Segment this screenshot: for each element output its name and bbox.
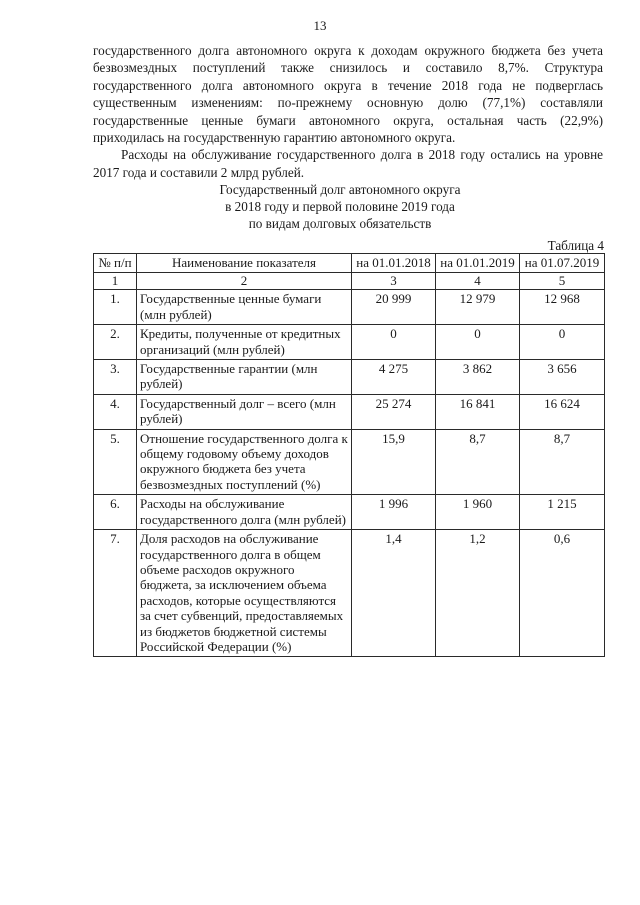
row-name: Доля расходов на обслуживание государственного долга в общем объеме расходов окружного бюджета, за исключением объема расходов, которые осуществляются за счет субвенций, предоставляемых из бюджетов бюджетной системы Российской Федерации (%): [137, 530, 352, 657]
paragraph-1: государственного долга автономного округа к доходам окружного бюджета без учета безвозмездных поступлений также снизилось и составило 8,7%. Структура государственного долга автономного округа в течение 2018 года не подверглась существенным изменениям: по-прежнему основную долю (77,1%) составляли государственные ценные бумаги автономного округа, остальная часть (22,9%) приходилась на государственную гарантию автономного округа.: [93, 43, 603, 146]
value-2019-07: 0,6: [520, 530, 605, 657]
column-number: 2: [137, 273, 352, 290]
value-2018-01: 20 999: [352, 290, 436, 325]
row-name: Отношение государственного долга к общему годовому объему доходов окружного бюджета без учета безвозмездных поступлений (%): [137, 429, 352, 495]
table-row: [94, 325, 605, 360]
table-row: [94, 530, 605, 657]
paragraph-2: Расходы на обслуживание государственного долга в 2018 году остались на уровне 2017 года и составили 2 млрд рублей.: [93, 147, 603, 180]
table-row: [94, 429, 605, 495]
value-2018-01: 1 996: [352, 495, 436, 530]
value-2019-01: 0: [436, 325, 520, 360]
row-name: Расходы на обслуживание государственного долга (млн рублей): [137, 495, 352, 530]
value-2019-07: 12 968: [520, 290, 605, 325]
column-number: 5: [520, 273, 605, 290]
value-2019-07: 0: [520, 325, 605, 360]
value-2018-01: 4 275: [352, 360, 436, 395]
header-col3: на 01.01.2018: [352, 254, 436, 273]
header-col4: на 01.01.2019: [436, 254, 520, 273]
value-2019-07: 1 215: [520, 495, 605, 530]
table-row: [94, 495, 605, 530]
value-2018-01: 0: [352, 325, 436, 360]
column-number: 3: [352, 273, 436, 290]
row-name: Государственный долг – всего (млн рублей): [137, 394, 352, 429]
heading-line-1: Государственный долг автономного округа: [219, 182, 461, 197]
heading-line-2: в 2018 году и первой половине 2019 года: [225, 199, 455, 214]
table-header-row: [94, 254, 605, 273]
value-2019-01: 3 862: [436, 360, 520, 395]
body-text: [93, 42, 603, 181]
value-2019-07: 16 624: [520, 394, 605, 429]
column-number: 4: [436, 273, 520, 290]
value-2019-01: 12 979: [436, 290, 520, 325]
value-2019-07: 8,7: [520, 429, 605, 495]
column-number: 1: [94, 273, 137, 290]
header-name: Наименование показателя: [137, 254, 352, 273]
table-row: [94, 290, 605, 325]
value-2019-01: 8,7: [436, 429, 520, 495]
value-2018-01: 15,9: [352, 429, 436, 495]
value-2019-01: 16 841: [436, 394, 520, 429]
value-2019-07: 3 656: [520, 360, 605, 395]
debt-table: [93, 253, 605, 657]
table-row: [94, 394, 605, 429]
row-number: 3.: [94, 360, 137, 395]
row-number: 6.: [94, 495, 137, 530]
row-name: Государственные ценные бумаги (млн рублей): [137, 290, 352, 325]
header-no: № п/п: [94, 254, 137, 273]
row-number: 5.: [94, 429, 137, 495]
page-number: 13: [313, 18, 327, 33]
table-caption: Таблица 4: [547, 238, 604, 253]
header-col5: на 01.07.2019: [520, 254, 605, 273]
value-2019-01: 1 960: [436, 495, 520, 530]
table-row: [94, 360, 605, 395]
row-number: 1.: [94, 290, 137, 325]
value-2018-01: 1,4: [352, 530, 436, 657]
table-heading: [120, 181, 560, 232]
column-number-row: [94, 273, 605, 290]
row-name: Кредиты, полученные от кредитных организаций (млн рублей): [137, 325, 352, 360]
row-number: 2.: [94, 325, 137, 360]
value-2018-01: 25 274: [352, 394, 436, 429]
row-number: 4.: [94, 394, 137, 429]
value-2019-01: 1,2: [436, 530, 520, 657]
heading-line-3: по видам долговых обязательств: [248, 216, 432, 231]
row-number: 7.: [94, 530, 137, 657]
row-name: Государственные гарантии (млн рублей): [137, 360, 352, 395]
